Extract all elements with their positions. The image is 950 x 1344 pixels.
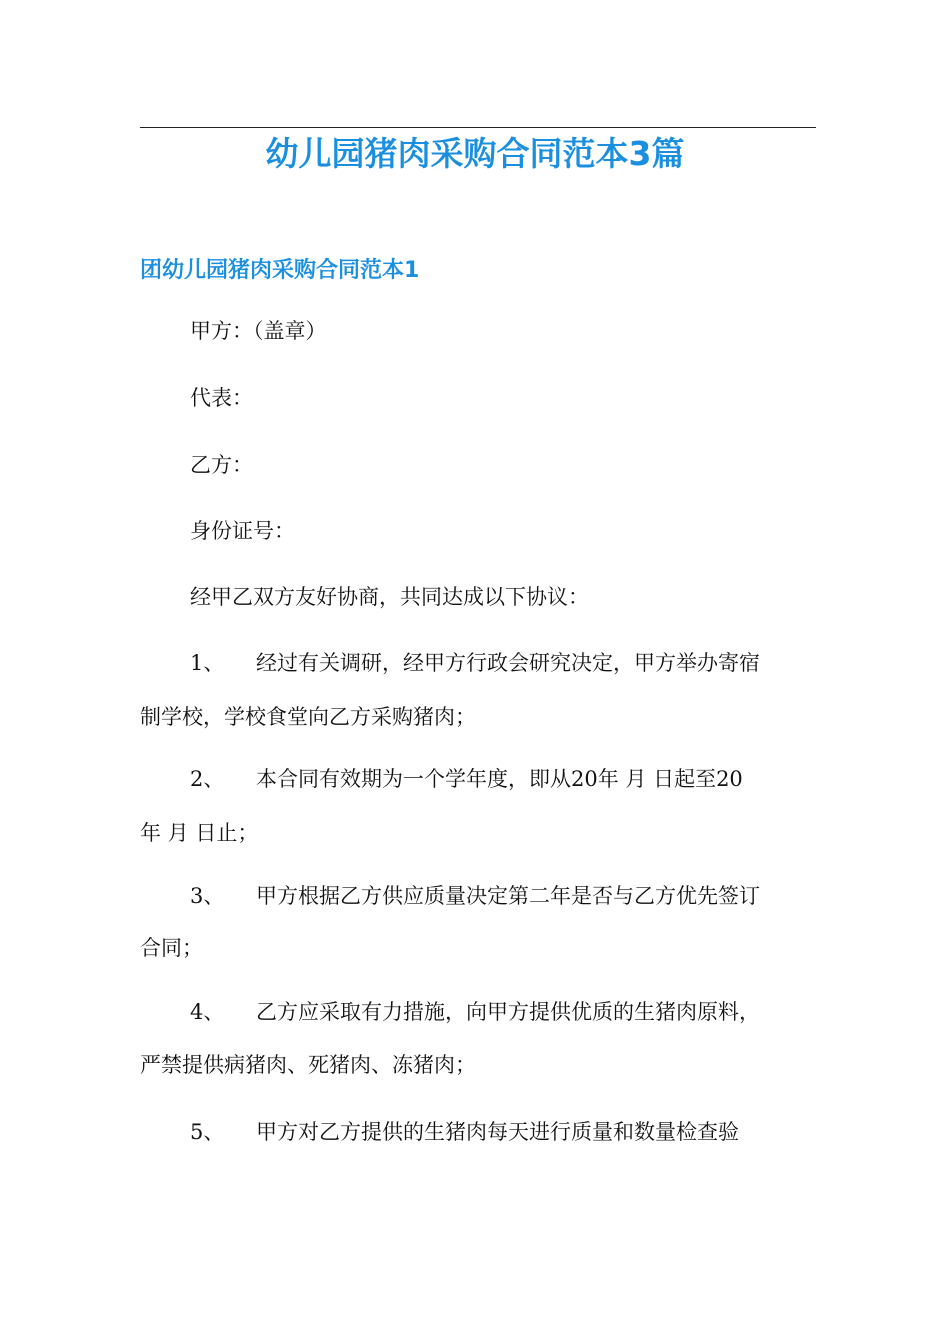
title-divider: [140, 127, 816, 128]
clause-number: 3、: [190, 884, 225, 908]
clause-text-continued: 制学校，学校食堂向乙方采购猪肉；: [140, 705, 476, 729]
representative-field: 代表：: [190, 386, 253, 410]
clause-text-continued: 合同；: [140, 936, 203, 960]
clause-text-continued: 严禁提供病猪肉、死猪肉、冻猪肉；: [140, 1053, 476, 1077]
clause-text: 甲方根据乙方供应质量决定第二年是否与乙方优先签订: [256, 884, 760, 908]
section-title: 团幼儿园猪肉采购合同范本1: [140, 258, 420, 283]
clause-text: 本合同有效期为一个学年度，即从20年 月 日起至20: [256, 767, 743, 791]
clause-text: 经过有关调研，经甲方行政会研究决定，甲方举办寄宿: [256, 651, 760, 675]
clause-number: 2、: [190, 767, 225, 791]
document-title: 幼儿园猪肉采购合同范本3篇: [265, 134, 685, 173]
clause-number: 4、: [190, 1000, 225, 1024]
clause-text: 甲方对乙方提供的生猪肉每天进行质量和数量检查验: [256, 1120, 739, 1144]
clause-number: 5、: [190, 1120, 225, 1144]
id-number-field: 身份证号：: [190, 519, 295, 543]
party-a-field: 甲方：（盖章）: [190, 319, 327, 343]
party-b-field: 乙方：: [190, 453, 253, 477]
clause-text-continued: 年 月 日止；: [140, 821, 259, 845]
agreement-intro: 经甲乙双方友好协商，共同达成以下协议：: [190, 585, 589, 609]
clause-number: 1、: [190, 651, 225, 675]
clause-text: 乙方应采取有力措施，向甲方提供优质的生猪肉原料，: [256, 1000, 760, 1024]
